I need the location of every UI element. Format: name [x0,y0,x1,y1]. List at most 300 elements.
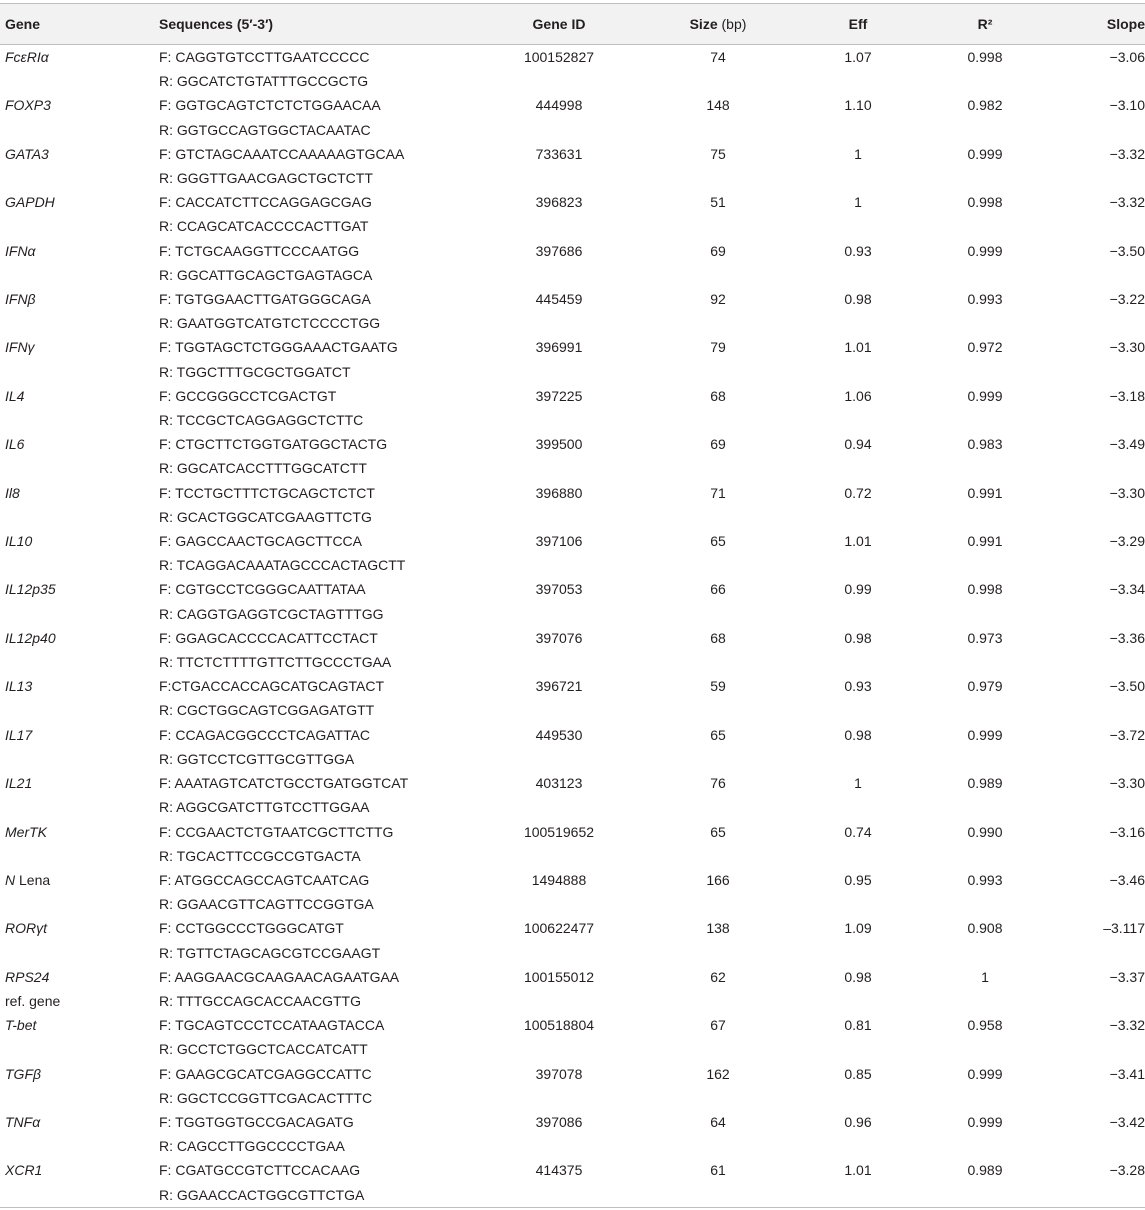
efficiency: 0.98 [844,968,872,985]
forward-primer: F: AAATAGTCATCTGCCTGATGGTCAT [159,775,409,792]
table-row-reverse [0,650,1145,674]
slope: −3.06 [1109,49,1145,65]
reverse-primer: R: GGCATTGCAGCTGAGTAGCA [159,266,373,283]
empty-cell [639,941,797,965]
header-r2: R² [919,4,1051,45]
gene-note [0,456,159,480]
gene-cell [0,674,159,698]
r-squared: 0.973 [967,629,1003,646]
table-body [0,45,1145,1208]
reverse-primer: R: GAATGGTCATGTCTCCCCTGG [159,315,381,332]
empty-cell [1051,941,1145,965]
empty-cell [919,166,1051,190]
empty-cell [479,602,639,626]
empty-cell [919,263,1051,287]
gene-id: 399500 [535,436,583,453]
gene-cell [0,481,159,505]
forward-primer: F: CGATGCCGTCTTCCACAAG [159,1162,361,1179]
gene-note [0,602,159,626]
gene-name: GAPDH [5,194,55,211]
empty-cell [639,892,797,916]
empty-cell [1051,311,1145,335]
empty-cell [797,1037,919,1061]
empty-cell [797,408,919,432]
header-sequences: Sequences (5′-3′) [159,4,479,45]
gene-id: 1494888 [531,871,587,888]
gene-id: 100622477 [523,920,595,937]
reverse-primer: R: CGCTGGCAGTCGGAGATGTT [159,702,375,719]
gene-note [0,1037,159,1061]
gene-id: 449530 [535,726,583,743]
reverse-primer: R: GCACTGGCATCGAAGTTCTG [159,508,372,525]
table-row [0,723,1145,747]
forward-primer: F: GAGCCAACTGCAGCTTCCA [159,533,363,550]
gene-cell [0,916,159,940]
gene-id: 397053 [535,581,583,598]
amplicon-size: 61 [710,1162,726,1179]
table-row-reverse [0,456,1145,480]
empty-cell [797,166,919,190]
forward-primer: F: CACCATCTTCCAGGAGCGAG [159,194,372,211]
empty-cell [1051,69,1145,93]
gene-note [0,408,159,432]
empty-cell [919,892,1051,916]
gene-note [0,892,159,916]
table-row [0,93,1145,117]
empty-cell [1051,553,1145,577]
empty-cell [1051,263,1145,287]
table-row-reverse [0,69,1145,93]
r-squared: 0.999 [967,1113,1003,1130]
table-row-reverse [0,1086,1145,1110]
r-squared: 0.989 [967,775,1003,792]
empty-cell [919,844,1051,868]
slope: −3.50 [1109,242,1145,259]
slope: −3.46 [1109,871,1145,888]
empty-cell [797,311,919,335]
empty-cell [797,941,919,965]
header-gene-id: Gene ID [479,4,639,45]
slope: −3.29 [1109,533,1145,550]
empty-cell [919,989,1051,1013]
table-row-reverse [0,263,1145,287]
efficiency: 0.98 [844,291,872,308]
r-squared: 0.993 [967,291,1003,308]
table-row-reverse [0,747,1145,771]
forward-primer: F: CCGAACTCTGTAATCGCTTCTTG [159,823,394,840]
gene-name: IL6 [5,436,25,453]
slope: −3.42 [1109,1113,1145,1130]
forward-primer: F: GGAGCACCCCACATTCCTACT [159,629,378,646]
gene-cell [0,529,159,553]
empty-cell [919,941,1051,965]
amplicon-size: 138 [706,920,730,937]
gene-cell [0,432,159,456]
reverse-primer: R: CCAGCATCACCCCACTTGAT [159,218,369,235]
r-squared: 0.999 [967,242,1003,259]
efficiency: 0.94 [844,436,872,453]
reverse-primer: R: TGTTCTAGCAGCGTCCGAAGT [159,944,381,961]
r-squared: 0.991 [967,484,1003,501]
gene-name: IFNα [5,242,36,259]
efficiency: 0.98 [844,726,872,743]
table-row [0,481,1145,505]
empty-cell [1051,989,1145,1013]
forward-primer: F:CTGACCACCAGCATGCAGTACT [159,678,385,695]
empty-cell [639,602,797,626]
efficiency: 0.99 [844,581,872,598]
efficiency: 1 [854,775,862,792]
table-row [0,432,1145,456]
amplicon-size: 69 [710,242,726,259]
empty-cell [639,408,797,432]
empty-cell [479,1183,639,1208]
r-squared: 0.972 [967,339,1003,356]
reverse-primer: R: TGCACTTCCGCCGTGACTA [159,847,361,864]
table-row-reverse [0,1134,1145,1158]
empty-cell [1051,747,1145,771]
empty-cell [797,69,919,93]
amplicon-size: 67 [710,1017,726,1034]
table-row-reverse [0,989,1145,1013]
slope: −3.32 [1109,194,1145,211]
gene-note [0,166,159,190]
reverse-primer: R: CAGCCTTGGCCCCTGAA [159,1138,345,1155]
empty-cell [479,553,639,577]
empty-cell [797,989,919,1013]
table-row [0,45,1145,70]
table-row-reverse [0,1037,1145,1061]
amplicon-size: 51 [710,194,726,211]
gene-id: 396721 [535,678,583,695]
empty-cell [639,505,797,529]
empty-cell [1051,795,1145,819]
gene-cell [0,287,159,311]
forward-primer: F: ATGGCCAGCCAGTCAATCAG [159,871,370,888]
gene-note [0,1183,159,1208]
amplicon-size: 65 [710,823,726,840]
slope: −3.50 [1109,678,1145,695]
slope: −3.28 [1109,1162,1145,1179]
gene-id: 397686 [535,242,583,259]
slope: −3.49 [1109,436,1145,453]
amplicon-size: 65 [710,726,726,743]
gene-id: 397086 [535,1113,583,1130]
gene-note [0,844,159,868]
table-row-reverse [0,408,1145,432]
empty-cell [479,650,639,674]
gene-id: 414375 [535,1162,583,1179]
empty-cell [797,844,919,868]
gene-name: FcεRIα [5,49,49,65]
amplicon-size: 71 [710,484,726,501]
empty-cell [919,1134,1051,1158]
gene-cell [0,384,159,408]
gene-name: IL13 [5,678,33,695]
gene-id: 100518804 [523,1017,595,1034]
header-gene: Gene [0,4,159,45]
table-row-reverse [0,553,1145,577]
table-row [0,529,1145,553]
amplicon-size: 148 [706,97,730,114]
table-row [0,577,1145,601]
gene-cell [0,1062,159,1086]
efficiency: 0.98 [844,629,872,646]
empty-cell [639,214,797,238]
efficiency: 1.06 [844,387,872,404]
empty-cell [919,602,1051,626]
slope: –3.117 [1103,920,1145,937]
r-squared: 0.999 [967,387,1003,404]
gene-id: 397078 [535,1065,583,1082]
slope: −3.36 [1109,629,1145,646]
empty-cell [797,795,919,819]
reverse-primer: R: GGTCCTCGTTGCGTTGGA [159,750,355,767]
empty-cell [797,602,919,626]
empty-cell [919,214,1051,238]
amplicon-size: 166 [706,871,730,888]
amplicon-size: 79 [710,339,726,356]
reverse-primer: R: GGGTTGAACGAGCTGCTCTT [159,170,373,187]
empty-cell [639,311,797,335]
amplicon-size: 64 [710,1113,726,1130]
forward-primer: F: TGGTAGCTCTGGGAAACTGAATG [159,339,398,356]
empty-cell [1051,1134,1145,1158]
r-squared: 0.998 [967,49,1003,65]
empty-cell [639,1134,797,1158]
empty-cell [479,408,639,432]
empty-cell [919,311,1051,335]
forward-primer: F: TCCTGCTTTCTGCAGCTCTCT [159,484,375,501]
efficiency: 0.96 [844,1113,872,1130]
gene-id: 397106 [535,533,583,550]
header-slope: Slope [1051,4,1145,45]
amplicon-size: 68 [710,629,726,646]
empty-cell [639,553,797,577]
empty-cell [1051,214,1145,238]
slope: −3.18 [1109,387,1145,404]
empty-cell [797,505,919,529]
empty-cell [1051,456,1145,480]
table-row [0,287,1145,311]
table-row [0,1158,1145,1182]
reverse-primer: R: GGCTCCGGTTCGACACTTTC [159,1089,373,1106]
gene-cell [0,93,159,117]
slope: −3.32 [1109,145,1145,162]
forward-primer: F: CTGCTTCTGGTGATGGCTACTG [159,436,388,453]
empty-cell [1051,1086,1145,1110]
table-row [0,384,1145,408]
empty-cell [639,1086,797,1110]
empty-cell [639,1037,797,1061]
gene-cell [0,626,159,650]
amplicon-size: 162 [706,1065,730,1082]
amplicon-size: 69 [710,436,726,453]
empty-cell [797,747,919,771]
empty-cell [479,456,639,480]
gene-id: 397225 [535,387,583,404]
empty-cell [479,1037,639,1061]
efficiency: 1.09 [844,920,872,937]
reverse-primer: R: TTTGCCAGCACCAACGTTG [159,992,361,1009]
gene-note [0,69,159,93]
empty-cell [797,118,919,142]
empty-cell [479,263,639,287]
header-eff: Eff [797,4,919,45]
table-row [0,142,1145,166]
amplicon-size: 65 [710,533,726,550]
efficiency: 0.72 [844,484,872,501]
gene-name: MerTK [5,823,47,840]
empty-cell [479,69,639,93]
header-size-label: Size [689,16,718,32]
reverse-primer: R: CAGGTGAGGTCGCTAGTTTGG [159,605,384,622]
r-squared: 0.989 [967,1162,1003,1179]
empty-cell [639,69,797,93]
forward-primer: F: GTCTAGCAAATCCAAAAAGTGCAA [159,145,405,162]
slope: −3.37 [1109,968,1145,985]
empty-cell [919,1183,1051,1208]
efficiency: 0.81 [844,1017,872,1034]
slope: −3.10 [1109,97,1145,114]
gene-cell [0,1013,159,1037]
table-row [0,916,1145,940]
amplicon-size: 76 [710,775,726,792]
empty-cell [479,505,639,529]
efficiency: 0.93 [844,242,872,259]
r-squared: 0.979 [967,678,1003,695]
reverse-primer: R: GGTGCCAGTGGCTACAATAC [159,121,371,138]
gene-name: TNFα [5,1113,41,1130]
gene-name: T-bet [5,1017,37,1034]
empty-cell [797,1134,919,1158]
slope: −3.30 [1109,775,1145,792]
empty-cell [919,698,1051,722]
empty-cell [797,1086,919,1110]
empty-cell [797,360,919,384]
empty-cell [479,360,639,384]
empty-cell [919,118,1051,142]
table-row [0,239,1145,263]
table-row-reverse [0,311,1145,335]
gene-name: Il8 [5,484,20,501]
empty-cell [479,1134,639,1158]
empty-cell [1051,408,1145,432]
gene-cell [0,868,159,892]
empty-cell [639,1183,797,1208]
empty-cell [479,311,639,335]
slope: −3.72 [1109,726,1145,743]
empty-cell [797,456,919,480]
empty-cell [639,698,797,722]
table-row [0,190,1145,214]
empty-cell [479,698,639,722]
r-squared: 1 [981,968,989,985]
efficiency: 0.93 [844,678,872,695]
r-squared: 0.993 [967,871,1003,888]
gene-id: 396823 [535,194,583,211]
gene-cell [0,335,159,359]
table-row-reverse [0,505,1145,529]
efficiency: 0.95 [844,871,872,888]
gene-id: 403123 [535,775,583,792]
efficiency: 0.85 [844,1065,872,1082]
amplicon-size: 75 [710,145,726,162]
r-squared: 0.999 [967,726,1003,743]
efficiency: 1.07 [844,49,872,65]
gene-suffix: Lena [15,871,51,888]
gene-note [0,311,159,335]
gene-id: 100155012 [523,968,595,985]
gene-cell [0,771,159,795]
reverse-primer: R: GGAACCACTGGCGTTCTGA [159,1183,479,1208]
table-row-reverse [0,602,1145,626]
empty-cell [919,408,1051,432]
gene-note [0,747,159,771]
empty-cell [1051,166,1145,190]
empty-cell [479,166,639,190]
slope: −3.32 [1109,1017,1145,1034]
forward-primer: F: GCCGGGCCTCGACTGT [159,387,337,404]
empty-cell [639,118,797,142]
empty-cell [919,1037,1051,1061]
empty-cell [639,650,797,674]
table-row [0,868,1145,892]
gene-note [0,214,159,238]
reverse-primer: R: TCCGCTCAGGAGGCTCTTC [159,412,364,429]
r-squared: 0.999 [967,145,1003,162]
empty-cell [1051,892,1145,916]
gene-name: IFNγ [5,339,35,356]
empty-cell [919,1086,1051,1110]
gene-id: 733631 [535,145,583,162]
forward-primer: F: GAAGCGCATCGAGGCCATTC [159,1065,372,1082]
empty-cell [797,263,919,287]
gene-name: IL4 [5,387,25,404]
gene-note [0,553,159,577]
r-squared: 0.991 [967,533,1003,550]
empty-cell [479,214,639,238]
gene-note [0,650,159,674]
gene-note [0,118,159,142]
gene-id: 396991 [535,339,583,356]
gene-name: XCR1 [5,1162,43,1179]
table-row [0,771,1145,795]
gene-name: RORγt [5,920,47,937]
empty-cell [1051,602,1145,626]
empty-cell [479,989,639,1013]
table-row [0,1062,1145,1086]
empty-cell [479,118,639,142]
table-row-reverse [0,941,1145,965]
gene-note [0,1134,159,1158]
table-row-reverse [0,892,1145,916]
r-squared: 0.998 [967,581,1003,598]
forward-primer: F: CGTGCCTCGGGCAATTATAA [159,581,366,598]
efficiency: 1 [854,194,862,211]
gene-name: IL10 [5,533,33,550]
empty-cell [919,553,1051,577]
forward-primer: F: CAGGTGTCCTTGAATCCCCC [159,49,370,65]
efficiency: 1.01 [844,533,872,550]
efficiency: 1 [854,145,862,162]
gene-name: FOXP3 [5,97,51,114]
gene-name: TGFβ [5,1065,41,1082]
gene-name: IL17 [5,726,33,743]
empty-cell [639,166,797,190]
gene-cell [0,1110,159,1134]
reverse-primer: R: GGAACGTTCAGTTCCGGTGA [159,896,374,913]
